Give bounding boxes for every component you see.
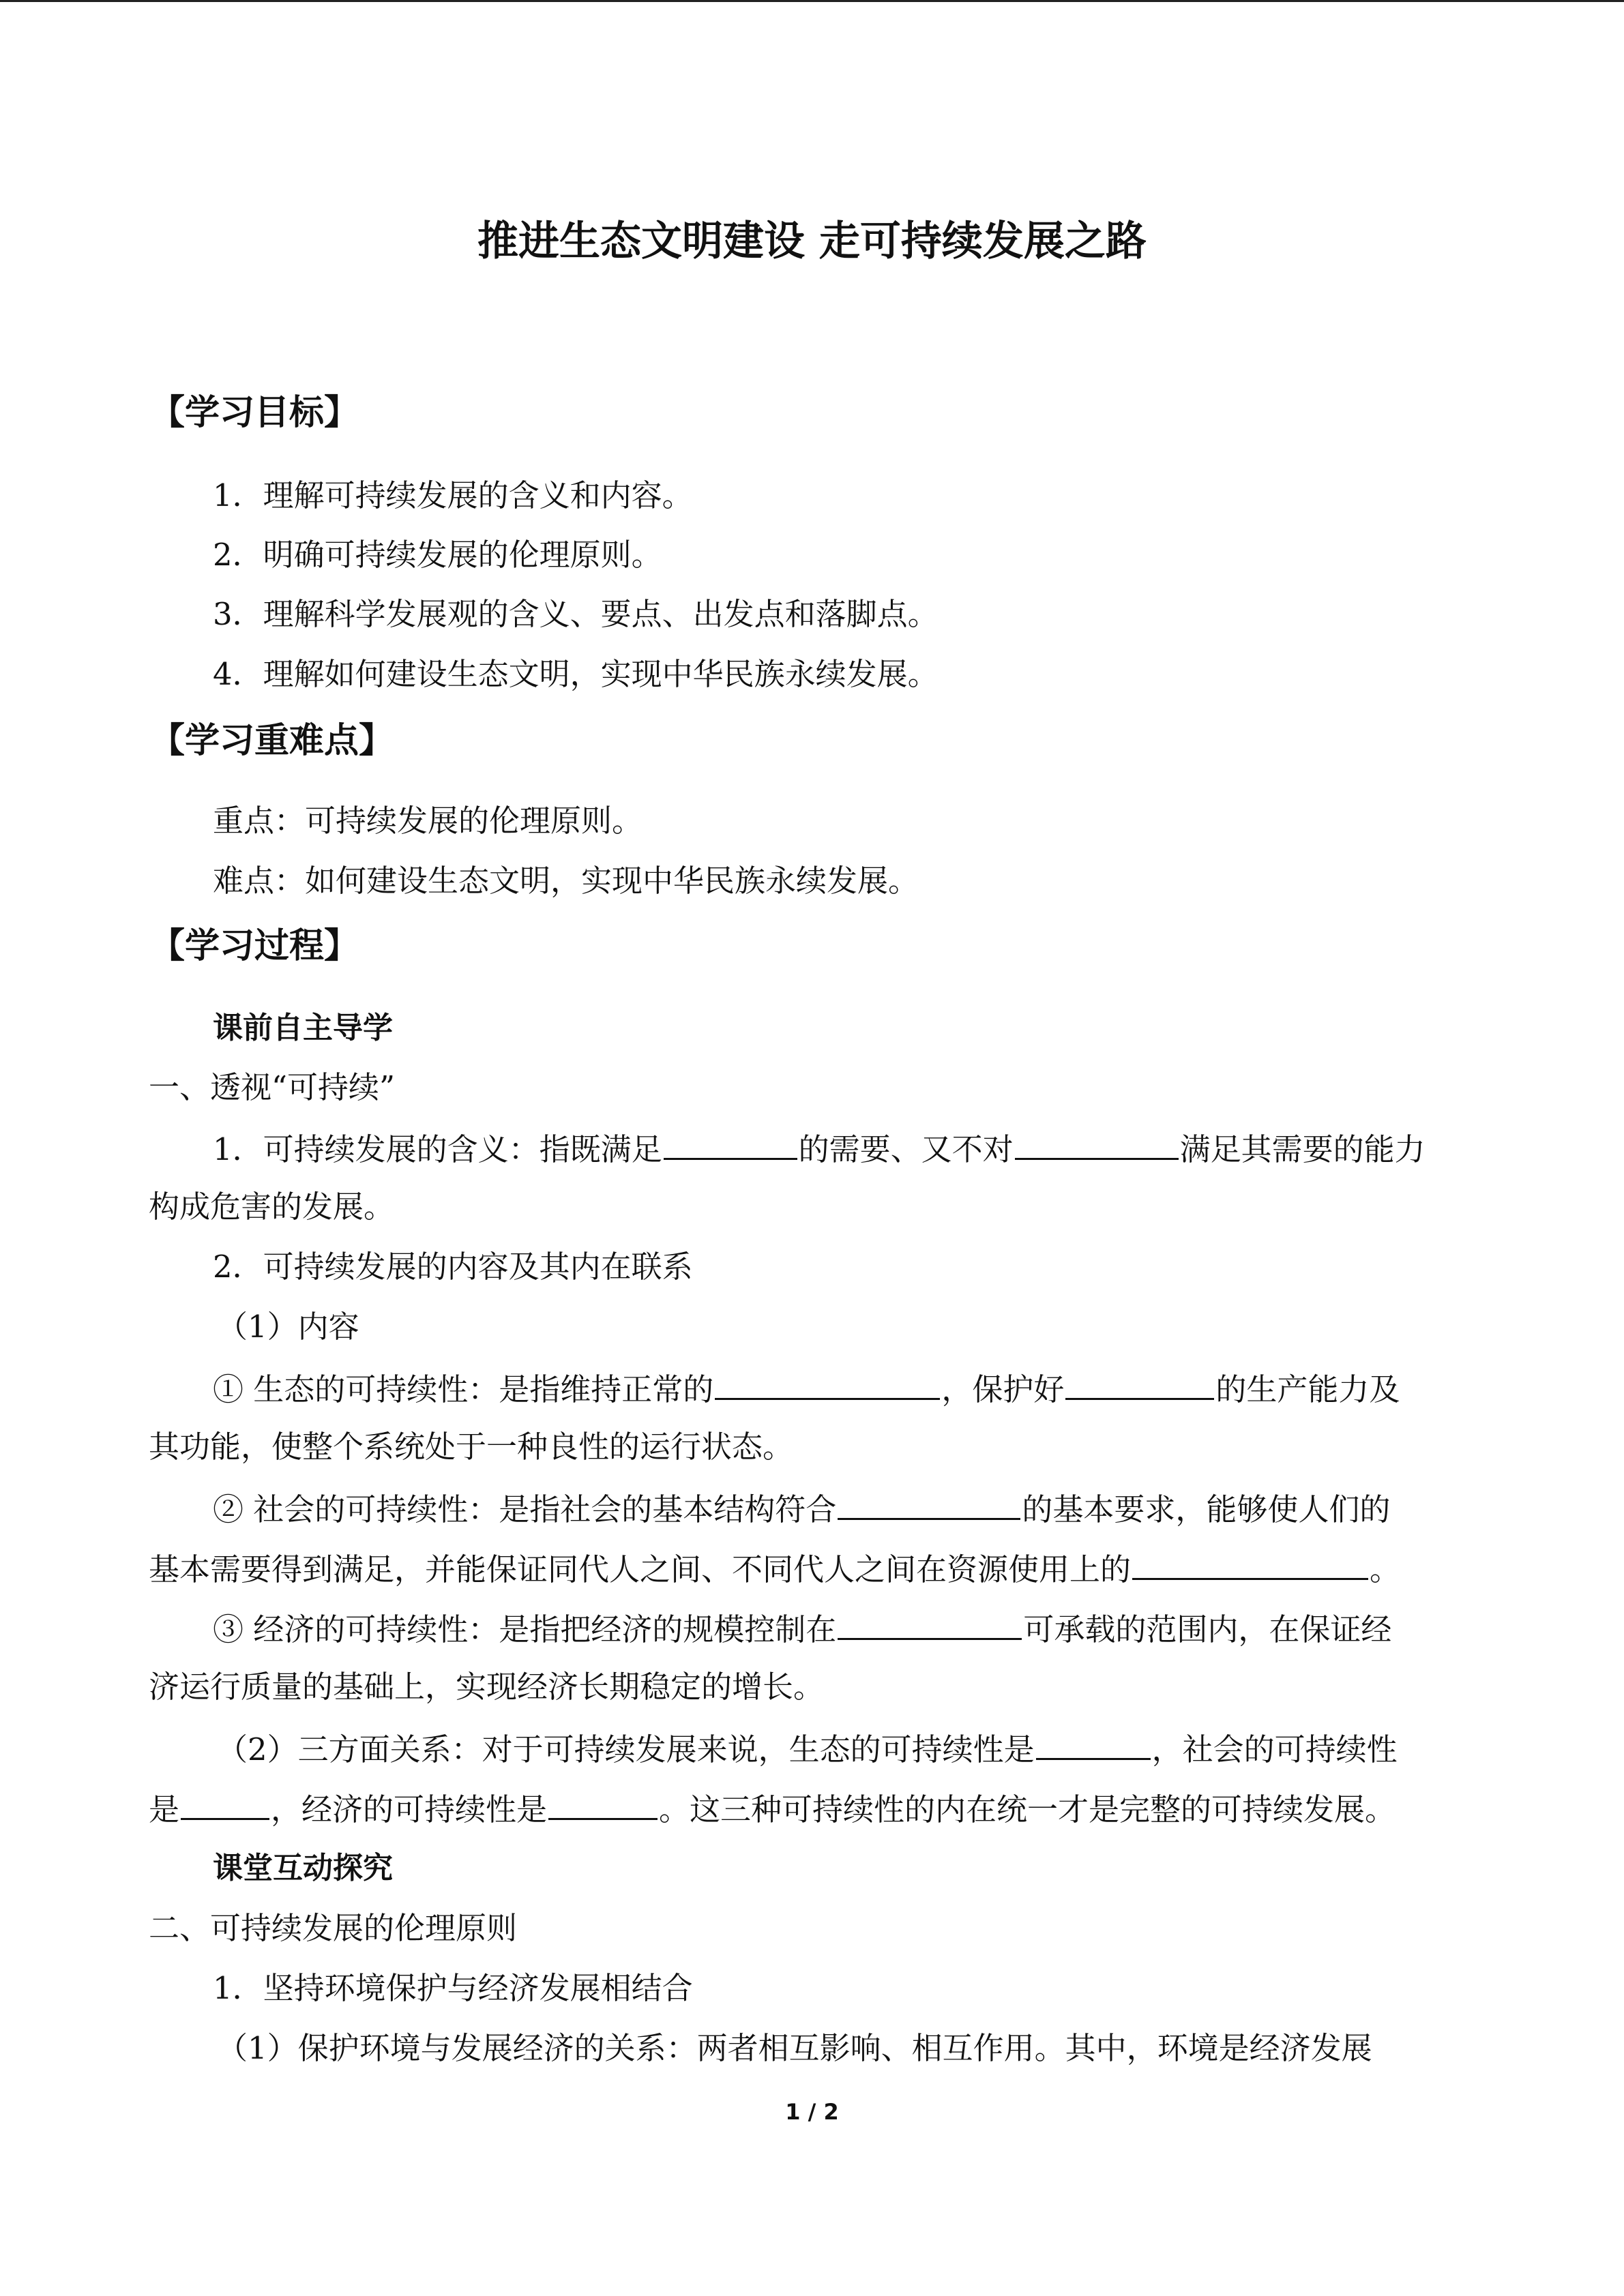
economic-text: ③ 经济的可持续性：是指把经济的规模控制在 bbox=[213, 1611, 837, 1648]
keypoints-heading: 【学习重难点】 bbox=[150, 721, 394, 761]
in-class-subheading: 课堂互动探究 bbox=[213, 1851, 393, 1885]
blank-economic-role[interactable] bbox=[548, 1787, 658, 1820]
eco-text: ，保护好 bbox=[941, 1371, 1065, 1407]
objectives-heading: 【学习目标】 bbox=[150, 393, 359, 433]
eco-text: ① 生态的可持续性：是指维持正常的 bbox=[213, 1371, 714, 1407]
relation-text: 是 bbox=[149, 1791, 180, 1828]
social-text: ② 社会的可持续性：是指社会的基本结构符合 bbox=[213, 1491, 837, 1527]
economic-continued: 济运行质量的基础上，实现经济长期稳定的增长。 bbox=[149, 1669, 825, 1705]
relation-text: ，社会的可持续性 bbox=[1151, 1731, 1398, 1768]
section-two-heading: 二、可持续发展的伦理原则 bbox=[149, 1910, 518, 1946]
definition-line bbox=[213, 1127, 1426, 1170]
relation-text: （2）三方面关系：对于可持续发展来说，生态的可持续性是 bbox=[217, 1731, 1035, 1768]
objective-item: 3．理解科学发展观的含义、要点、出发点和落脚点。 bbox=[213, 596, 939, 632]
objective-item: 1．理解可持续发展的含义和内容。 bbox=[213, 477, 693, 513]
relation-text: 。这三种可持续性的内在统一才是完整的可持续发展。 bbox=[659, 1791, 1396, 1828]
social-line bbox=[213, 1487, 1390, 1530]
relation-text: ，经济的可持续性是 bbox=[271, 1791, 548, 1828]
definition-continued: 构成危害的发展。 bbox=[149, 1189, 395, 1225]
blank-eco-system[interactable] bbox=[1065, 1367, 1214, 1400]
relation-continued bbox=[149, 1787, 1396, 1830]
page-number: 1 / 2 bbox=[785, 2099, 839, 2125]
focus-point: 重点：可持续发展的伦理原则。 bbox=[213, 803, 643, 839]
blank-economic-capacity[interactable] bbox=[838, 1607, 1022, 1640]
page-title: 推进生态文明建设 走可持续发展之路 bbox=[477, 218, 1147, 265]
blank-future[interactable] bbox=[1015, 1127, 1179, 1160]
social-text: 的基本要求，能够使人们的 bbox=[1022, 1491, 1391, 1527]
section-one-heading: 一、透视“可持续” bbox=[149, 1069, 396, 1105]
social-continued bbox=[149, 1547, 1400, 1590]
eco-line bbox=[213, 1367, 1400, 1410]
principle-item: 1．坚持环境保护与经济发展相结合 bbox=[213, 1970, 693, 2006]
eco-continued: 其功能，使整个系统处于一种良性的运行状态。 bbox=[149, 1429, 794, 1465]
economic-text: 可承载的范围内，在保证经 bbox=[1023, 1611, 1392, 1648]
blank-social-role[interactable] bbox=[181, 1787, 269, 1820]
blank-social-fairness[interactable] bbox=[1132, 1547, 1368, 1580]
content-item: 2．可持续发展的内容及其内在联系 bbox=[213, 1249, 693, 1285]
social-text: 。 bbox=[1370, 1551, 1401, 1587]
definition-text: 满足其需要的能力 bbox=[1179, 1131, 1426, 1167]
blank-eco-role[interactable] bbox=[1036, 1727, 1151, 1760]
blank-eco-balance[interactable] bbox=[715, 1367, 940, 1400]
eco-text: 的生产能力及 bbox=[1215, 1371, 1400, 1407]
process-heading: 【学习过程】 bbox=[150, 926, 359, 966]
content-label: （1）内容 bbox=[217, 1309, 359, 1345]
blank-contemporary[interactable] bbox=[664, 1127, 797, 1160]
social-text: 基本需要得到满足，并能保证同代人之间、不同代人之间在资源使用上的 bbox=[149, 1551, 1132, 1587]
economic-line bbox=[213, 1607, 1391, 1650]
pre-class-subheading: 课前自主导学 bbox=[213, 1011, 393, 1045]
blank-social-requirement[interactable] bbox=[838, 1487, 1020, 1520]
objective-item: 4．理解如何建设生态文明，实现中华民族永续发展。 bbox=[213, 656, 939, 692]
definition-text: 的需要、又不对 bbox=[798, 1131, 1014, 1167]
top-border bbox=[0, 0, 1624, 2]
definition-text: 1．可持续发展的含义：指既满足 bbox=[213, 1131, 662, 1167]
difficulty-point: 难点：如何建设生态文明，实现中华民族永续发展。 bbox=[213, 863, 919, 899]
relation-line bbox=[217, 1727, 1398, 1770]
relation-item: （1）保护环境与发展经济的关系：两者相互影响、相互作用。其中，环境是经济发展 bbox=[217, 2030, 1372, 2066]
objective-item: 2．明确可持续发展的伦理原则。 bbox=[213, 537, 662, 573]
